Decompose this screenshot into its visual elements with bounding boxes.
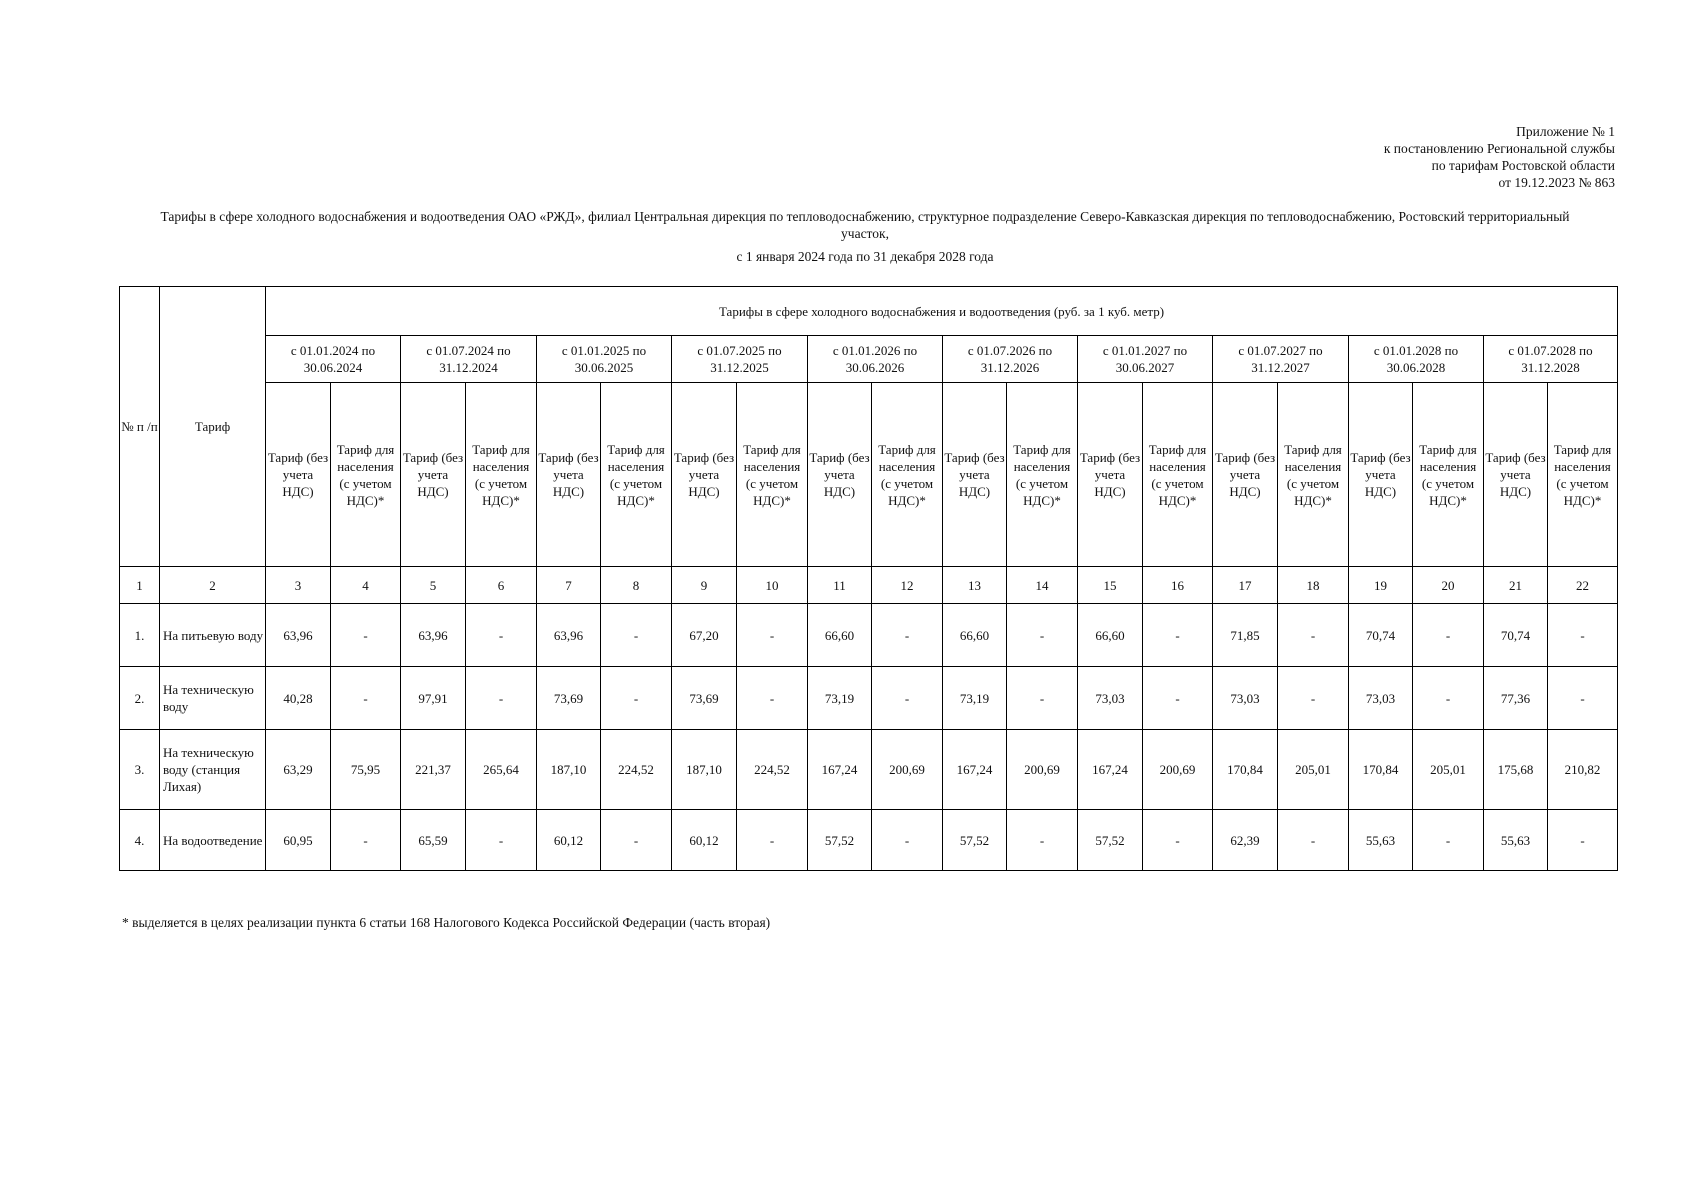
tariff-value: - xyxy=(872,810,943,871)
subheader-population: Тариф для населения (с учетом НДС)* xyxy=(1278,383,1349,567)
table-row xyxy=(120,810,1618,871)
document-period: с 1 января 2024 года по 31 декабря 2028 года xyxy=(736,249,994,264)
appendix-line-4: от 19.12.2023 № 863 xyxy=(1498,175,1615,190)
column-number: 21 xyxy=(1484,567,1548,604)
column-number: 7 xyxy=(537,567,601,604)
tariff-value: 63,29 xyxy=(266,730,331,810)
row-tariff-name: На питьевую воду xyxy=(160,604,266,667)
column-number: 11 xyxy=(808,567,872,604)
tariff-value: 66,60 xyxy=(808,604,872,667)
tariff-value: 60,12 xyxy=(537,810,601,871)
column-number: 6 xyxy=(466,567,537,604)
subheader-population: Тариф для населения (с учетом НДС)* xyxy=(1413,383,1484,567)
column-number: 14 xyxy=(1007,567,1078,604)
tariff-value: - xyxy=(1143,810,1213,871)
column-number: 18 xyxy=(1278,567,1349,604)
tariff-value: - xyxy=(331,810,401,871)
subheader-population: Тариф для населения (с учетом НДС)* xyxy=(601,383,672,567)
column-number: 17 xyxy=(1213,567,1278,604)
column-number-row xyxy=(120,567,1618,604)
column-number: 10 xyxy=(737,567,808,604)
header-number: № п /п xyxy=(120,287,160,567)
tariff-value: - xyxy=(1413,810,1484,871)
period-header: с 01.07.2028 по 31.12.2028 xyxy=(1484,336,1618,383)
tariff-value: 77,36 xyxy=(1484,667,1548,730)
subheader-population: Тариф для населения (с учетом НДС)* xyxy=(737,383,808,567)
row-number: 4. xyxy=(120,810,160,871)
row-number: 1. xyxy=(120,604,160,667)
tariff-value: 55,63 xyxy=(1349,810,1413,871)
tariff-value: 60,12 xyxy=(672,810,737,871)
subheader-no-vat: Тариф (без учета НДС) xyxy=(1349,383,1413,567)
tariff-value: 167,24 xyxy=(1078,730,1143,810)
subheader-no-vat: Тариф (без учета НДС) xyxy=(1213,383,1278,567)
subheader-population: Тариф для населения (с учетом НДС)* xyxy=(872,383,943,567)
tariff-value: 73,19 xyxy=(943,667,1007,730)
appendix-block xyxy=(1384,123,1615,191)
subheader-no-vat: Тариф (без учета НДС) xyxy=(401,383,466,567)
tariff-value: - xyxy=(1548,604,1618,667)
column-number: 12 xyxy=(872,567,943,604)
tariff-value: 63,96 xyxy=(401,604,466,667)
tariff-value: - xyxy=(466,667,537,730)
tariff-value: - xyxy=(601,667,672,730)
tariff-value: 200,69 xyxy=(872,730,943,810)
subheader-population: Тариф для населения (с учетом НДС)* xyxy=(466,383,537,567)
tariff-value: 210,82 xyxy=(1548,730,1618,810)
tariff-value: 205,01 xyxy=(1413,730,1484,810)
tariff-value: - xyxy=(1548,667,1618,730)
tariff-value: - xyxy=(466,810,537,871)
tariff-value: 67,20 xyxy=(672,604,737,667)
tariff-value: 66,60 xyxy=(1078,604,1143,667)
tariff-value: - xyxy=(1413,604,1484,667)
tariff-value: 60,95 xyxy=(266,810,331,871)
tariff-value: - xyxy=(1143,667,1213,730)
tariff-value: 66,60 xyxy=(943,604,1007,667)
column-number: 15 xyxy=(1078,567,1143,604)
tariff-value: 187,10 xyxy=(537,730,601,810)
tariff-value: 65,59 xyxy=(401,810,466,871)
column-number: 1 xyxy=(120,567,160,604)
tariff-table xyxy=(119,286,1618,871)
subheader-population: Тариф для населения (с учетом НДС)* xyxy=(1143,383,1213,567)
tariff-value: - xyxy=(331,667,401,730)
header-group: Тарифы в сфере холодного водоснабжения и водоотведения (руб. за 1 куб. метр) xyxy=(266,287,1618,336)
tariff-value: - xyxy=(601,810,672,871)
document-title: Тарифы в сфере холодного водоснабжения и водоотведения ОАО «РЖД», филиал Центральная дирекция по тепловодоснабжению, структурное подразделение Северо-Кавказская дирекция по тепловодоснабжению, Ростовский территориальный участок, xyxy=(160,209,1570,241)
tariff-value: - xyxy=(466,604,537,667)
tariff-value: 224,52 xyxy=(601,730,672,810)
period-header: с 01.01.2027 по 30.06.2027 xyxy=(1078,336,1213,383)
tariff-value: 40,28 xyxy=(266,667,331,730)
row-number: 3. xyxy=(120,730,160,810)
column-number: 16 xyxy=(1143,567,1213,604)
footnote: * выделяется в целях реализации пункта 6 статьи 168 Налогового Кодекса Российской Федерации (часть вторая) xyxy=(122,915,771,930)
period-header: с 01.07.2025 по 31.12.2025 xyxy=(672,336,808,383)
tariff-value: 70,74 xyxy=(1484,604,1548,667)
tariff-value: 200,69 xyxy=(1143,730,1213,810)
column-number: 5 xyxy=(401,567,466,604)
subheader-no-vat: Тариф (без учета НДС) xyxy=(672,383,737,567)
tariff-value: 70,74 xyxy=(1349,604,1413,667)
row-tariff-name: На техническую воду xyxy=(160,667,266,730)
table-row xyxy=(120,730,1618,810)
subheader-no-vat: Тариф (без учета НДС) xyxy=(1078,383,1143,567)
tariff-value: - xyxy=(1278,667,1349,730)
appendix-line-3: по тарифам Ростовской области xyxy=(1431,158,1615,173)
tariff-value: - xyxy=(737,810,808,871)
tariff-value: 75,95 xyxy=(331,730,401,810)
tariff-value: 167,24 xyxy=(943,730,1007,810)
tariff-value: - xyxy=(872,667,943,730)
tariff-value: 73,03 xyxy=(1078,667,1143,730)
tariff-value: 57,52 xyxy=(808,810,872,871)
tariff-value: 73,03 xyxy=(1349,667,1413,730)
tariff-value: - xyxy=(737,604,808,667)
tariff-value: 221,37 xyxy=(401,730,466,810)
column-number: 8 xyxy=(601,567,672,604)
subheader-no-vat: Тариф (без учета НДС) xyxy=(266,383,331,567)
tariff-value: - xyxy=(1007,604,1078,667)
tariff-value: 63,96 xyxy=(537,604,601,667)
column-number: 9 xyxy=(672,567,737,604)
period-header: с 01.01.2026 по 30.06.2026 xyxy=(808,336,943,383)
period-header: с 01.07.2024 по 31.12.2024 xyxy=(401,336,537,383)
tariff-value: 57,52 xyxy=(943,810,1007,871)
tariff-value: 224,52 xyxy=(737,730,808,810)
tariff-value: 73,69 xyxy=(537,667,601,730)
column-number: 22 xyxy=(1548,567,1618,604)
column-number: 3 xyxy=(266,567,331,604)
subheader-no-vat: Тариф (без учета НДС) xyxy=(808,383,872,567)
period-header: с 01.01.2024 по 30.06.2024 xyxy=(266,336,401,383)
tariff-value: - xyxy=(1548,810,1618,871)
column-number: 2 xyxy=(160,567,266,604)
subheader-population: Тариф для населения (с учетом НДС)* xyxy=(331,383,401,567)
tariff-value: - xyxy=(601,604,672,667)
subheader-no-vat: Тариф (без учета НДС) xyxy=(1484,383,1548,567)
column-number: 4 xyxy=(331,567,401,604)
tariff-value: 200,69 xyxy=(1007,730,1078,810)
tariff-value: 57,52 xyxy=(1078,810,1143,871)
tariff-value: - xyxy=(1413,667,1484,730)
tariff-value: 73,19 xyxy=(808,667,872,730)
tariff-value: - xyxy=(1143,604,1213,667)
table-row xyxy=(120,604,1618,667)
column-number: 13 xyxy=(943,567,1007,604)
subheader-population: Тариф для населения (с учетом НДС)* xyxy=(1548,383,1618,567)
header-row-sub xyxy=(120,383,1618,567)
period-header: с 01.01.2028 по 30.06.2028 xyxy=(1349,336,1484,383)
tariff-value: 170,84 xyxy=(1213,730,1278,810)
tariff-value: - xyxy=(1278,810,1349,871)
period-header: с 01.07.2027 по 31.12.2027 xyxy=(1213,336,1349,383)
tariff-value: 175,68 xyxy=(1484,730,1548,810)
column-number: 19 xyxy=(1349,567,1413,604)
appendix-line-1: Приложение № 1 xyxy=(1516,124,1615,139)
subheader-no-vat: Тариф (без учета НДС) xyxy=(537,383,601,567)
tariff-value: 62,39 xyxy=(1213,810,1278,871)
header-row-main xyxy=(120,287,1618,336)
row-number: 2. xyxy=(120,667,160,730)
row-tariff-name: На техническую воду (станция Лихая) xyxy=(160,730,266,810)
period-header: с 01.01.2025 по 30.06.2025 xyxy=(537,336,672,383)
tariff-value: 71,85 xyxy=(1213,604,1278,667)
tariff-value: 167,24 xyxy=(808,730,872,810)
header-row-periods xyxy=(120,336,1618,383)
header-tariff: Тариф xyxy=(160,287,266,567)
row-tariff-name: На водоотведение xyxy=(160,810,266,871)
tariff-value: - xyxy=(872,604,943,667)
tariff-value: - xyxy=(1007,810,1078,871)
tariff-value: 63,96 xyxy=(266,604,331,667)
tariff-value: 265,64 xyxy=(466,730,537,810)
tariff-value: - xyxy=(1278,604,1349,667)
subheader-population: Тариф для населения (с учетом НДС)* xyxy=(1007,383,1078,567)
period-header: с 01.07.2026 по 31.12.2026 xyxy=(943,336,1078,383)
tariff-value: - xyxy=(331,604,401,667)
tariff-value: 73,03 xyxy=(1213,667,1278,730)
tariff-value: 170,84 xyxy=(1349,730,1413,810)
tariff-value: - xyxy=(1007,667,1078,730)
table-row xyxy=(120,667,1618,730)
appendix-line-2: к постановлению Региональной службы xyxy=(1383,141,1615,156)
tariff-value: 55,63 xyxy=(1484,810,1548,871)
tariff-value: 205,01 xyxy=(1278,730,1349,810)
tariff-value: 73,69 xyxy=(672,667,737,730)
tariff-value: 187,10 xyxy=(672,730,737,810)
tariff-value: - xyxy=(737,667,808,730)
subheader-no-vat: Тариф (без учета НДС) xyxy=(943,383,1007,567)
tariff-value: 97,91 xyxy=(401,667,466,730)
column-number: 20 xyxy=(1413,567,1484,604)
